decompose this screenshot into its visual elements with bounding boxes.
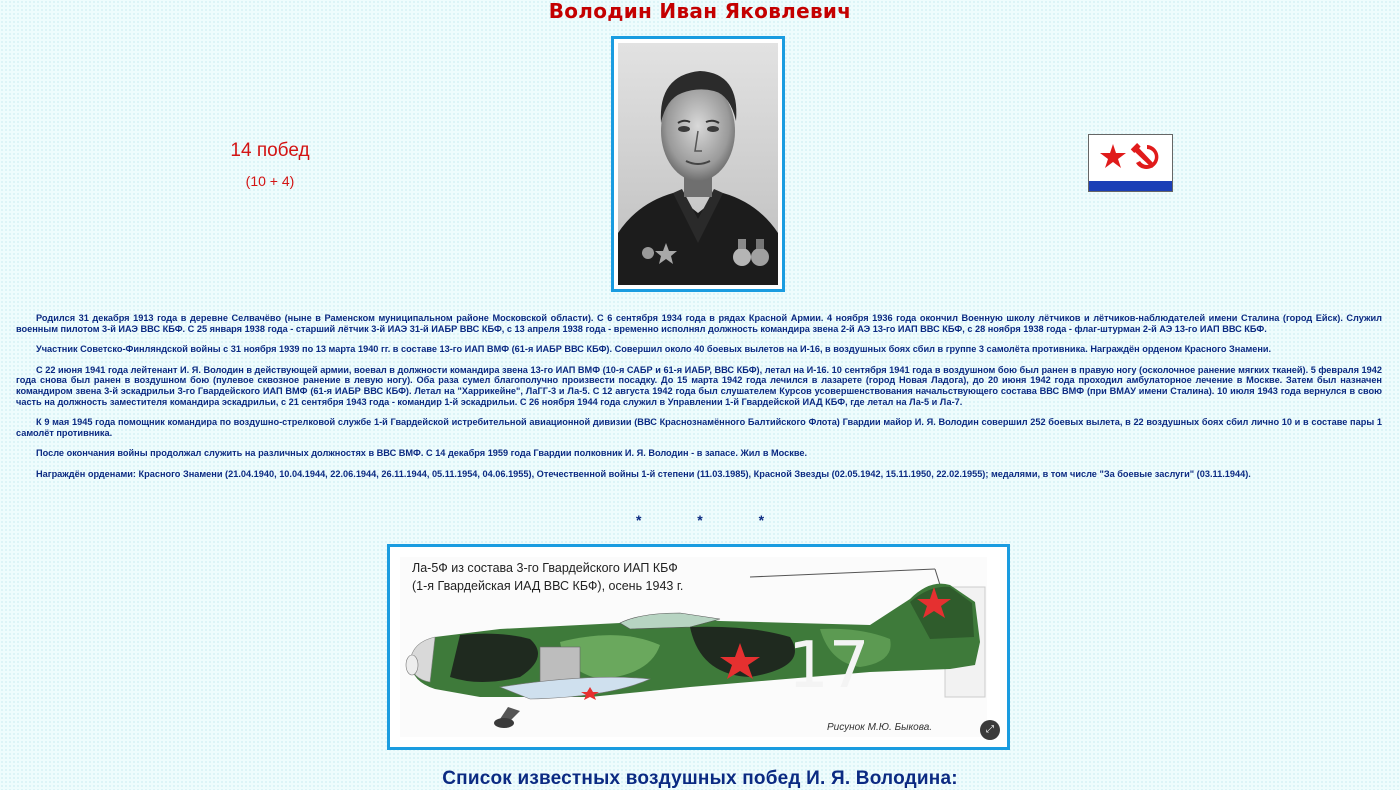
page-title: Володин Иван Яковлевич bbox=[548, 0, 852, 23]
section-divider: * * * bbox=[635, 512, 791, 528]
aircraft-illustration[interactable] bbox=[387, 544, 1010, 750]
bio-paragraph: С 22 июня 1941 года лейтенант И. Я. Володин в действующей армии, воевал в должности командира звена 13-го ИАП ВМФ (10-я САБР и 61-я ИАБР, ВВС КБФ), летал на И-16. 10 сентября 1941 года в воздушном бою был ранен в правую ногу (осколочное ранение мягких тканей). 5 февраля 1942 года снова был ранен в воздушном бою (пулевое сквозное ранение в левую ногу). Оба раза сумел благополучно произвести посадку. До 15 марта 1942 года лечился в лазарете (город Новая Ладога), до 20 июня 1942 года проходил амбулаторное лечение в Москве. Затем был назначен командиром звена 3-й эскадрильи 3-го Гвардейского ИАП ВМФ (61-я ИАБР ВВС КБФ). Летал на "Харрикейне", ЛаГГ-3 и Ла-5. С 12 августа 1942 года был слушателем Курсов усовершенствования начальствующего состава ВВС ВМФ (при ВМАУ имени Сталина). 10 июля 1943 года вернулся в свою часть на должность заместителя командира эскадрильи, с 21 сентября 1943 года - командир 1-й эскадрильи. С 26 ноября 1944 года служил в Управлении 1-й Гвардейской ИАД КБФ, где летал на Ла-5 и Ла-7. bbox=[16, 364, 1382, 407]
caption-line: (1-я Гвардейская ИАД ВВС КБФ), осень 1943 г. bbox=[412, 579, 684, 593]
caption-line: Ла-5Ф из состава 3-го Гвардейского ИАП КБФ bbox=[412, 561, 678, 575]
bio-paragraph: После окончания войны продолжал служить на различных должностях в ВВС ВМФ. С 14 декабря 1959 года Гвардии полковник И. Я. Володин - в запасе. Жил в Москве. bbox=[36, 448, 808, 459]
victories-list-heading: Список известных воздушных побед И. Я. Володина: bbox=[442, 768, 958, 789]
portrait-photo bbox=[618, 43, 778, 285]
illustration-credit: Рисунок М.Ю. Быкова. bbox=[827, 722, 933, 733]
pilot-portrait[interactable] bbox=[611, 36, 785, 292]
aircraft-caption bbox=[412, 559, 683, 595]
victories-count: 14 побед bbox=[230, 140, 310, 161]
bio-paragraph: Награждён орденами: Красного Знамени (21.04.1940, 10.04.1944, 22.06.1944, 26.11.1944, 05.11.1954, 04.06.1955), Отечественной войны 1-й степени (11.03.1985), Красной Звезды (02.05.1942, 15.11.1950, 22.02.1955); медалями, в том числе "За боевые заслуги" (03.11.1944). bbox=[36, 468, 1251, 479]
bio-paragraph: К 9 мая 1945 года помощник командира по воздушно-стрелковой службе 1-й Гвардейской истребительной авиационной дивизии (ВВС Краснознамённого Балтийского Флота) Гвардии майор И. Я. Володин совершил 252 боевых вылета, в 22 воздушных боях сбил лично 10 и в составе пары 1 самолёт противника. bbox=[16, 417, 1382, 438]
star-icon bbox=[1100, 144, 1126, 168]
tail-number: 17 bbox=[788, 629, 870, 703]
flag-emblem bbox=[1089, 135, 1172, 181]
hammer-sickle-icon bbox=[1131, 143, 1159, 169]
image-zoom-icon[interactable]: ⤢ bbox=[980, 720, 1000, 740]
bio-paragraph: Участник Советско-Финляндской войны с 31 ноября 1939 по 13 марта 1940 гг. в составе 13-го ИАП ВМФ (61-я ИАБР ВВС КБФ). Совершил около 40 боевых вылетов на И-16, в воздушных боях сбил в группе 3 самолёта противника. Награждён орденом Красного Знамени. bbox=[36, 344, 1272, 355]
naval-flag-icon bbox=[1088, 134, 1173, 192]
flag-blue-stripe bbox=[1089, 181, 1172, 191]
bio-paragraph: Родился 31 декабря 1913 года в деревне Селвачёво (ныне в Раменском муниципальном районе Московской области). С 6 сентября 1934 года в рядах Красной Армии. 4 ноября 1936 года окончил Военную школу лётчиков и лётчиков-наблюдателей имени Сталина (город Ейск). Служил военным пилотом 3-й ИАЭ ВВС КБФ. С 25 января 1938 года - старший лётчик 3-й ИАЭ 31-й ИАБР ВВС КБФ, с 13 апреля 1938 года - временно исполнял должность командира звена 2-й АЭ 13-го ИАП ВВС КБФ, с 28 ноября 1938 года - флаг-штурман 2-й АЭ 13-го ИАП ВВС КБФ. bbox=[16, 313, 1382, 334]
biography bbox=[16, 313, 1382, 490]
victories-breakdown: (10 + 4) bbox=[245, 173, 295, 189]
